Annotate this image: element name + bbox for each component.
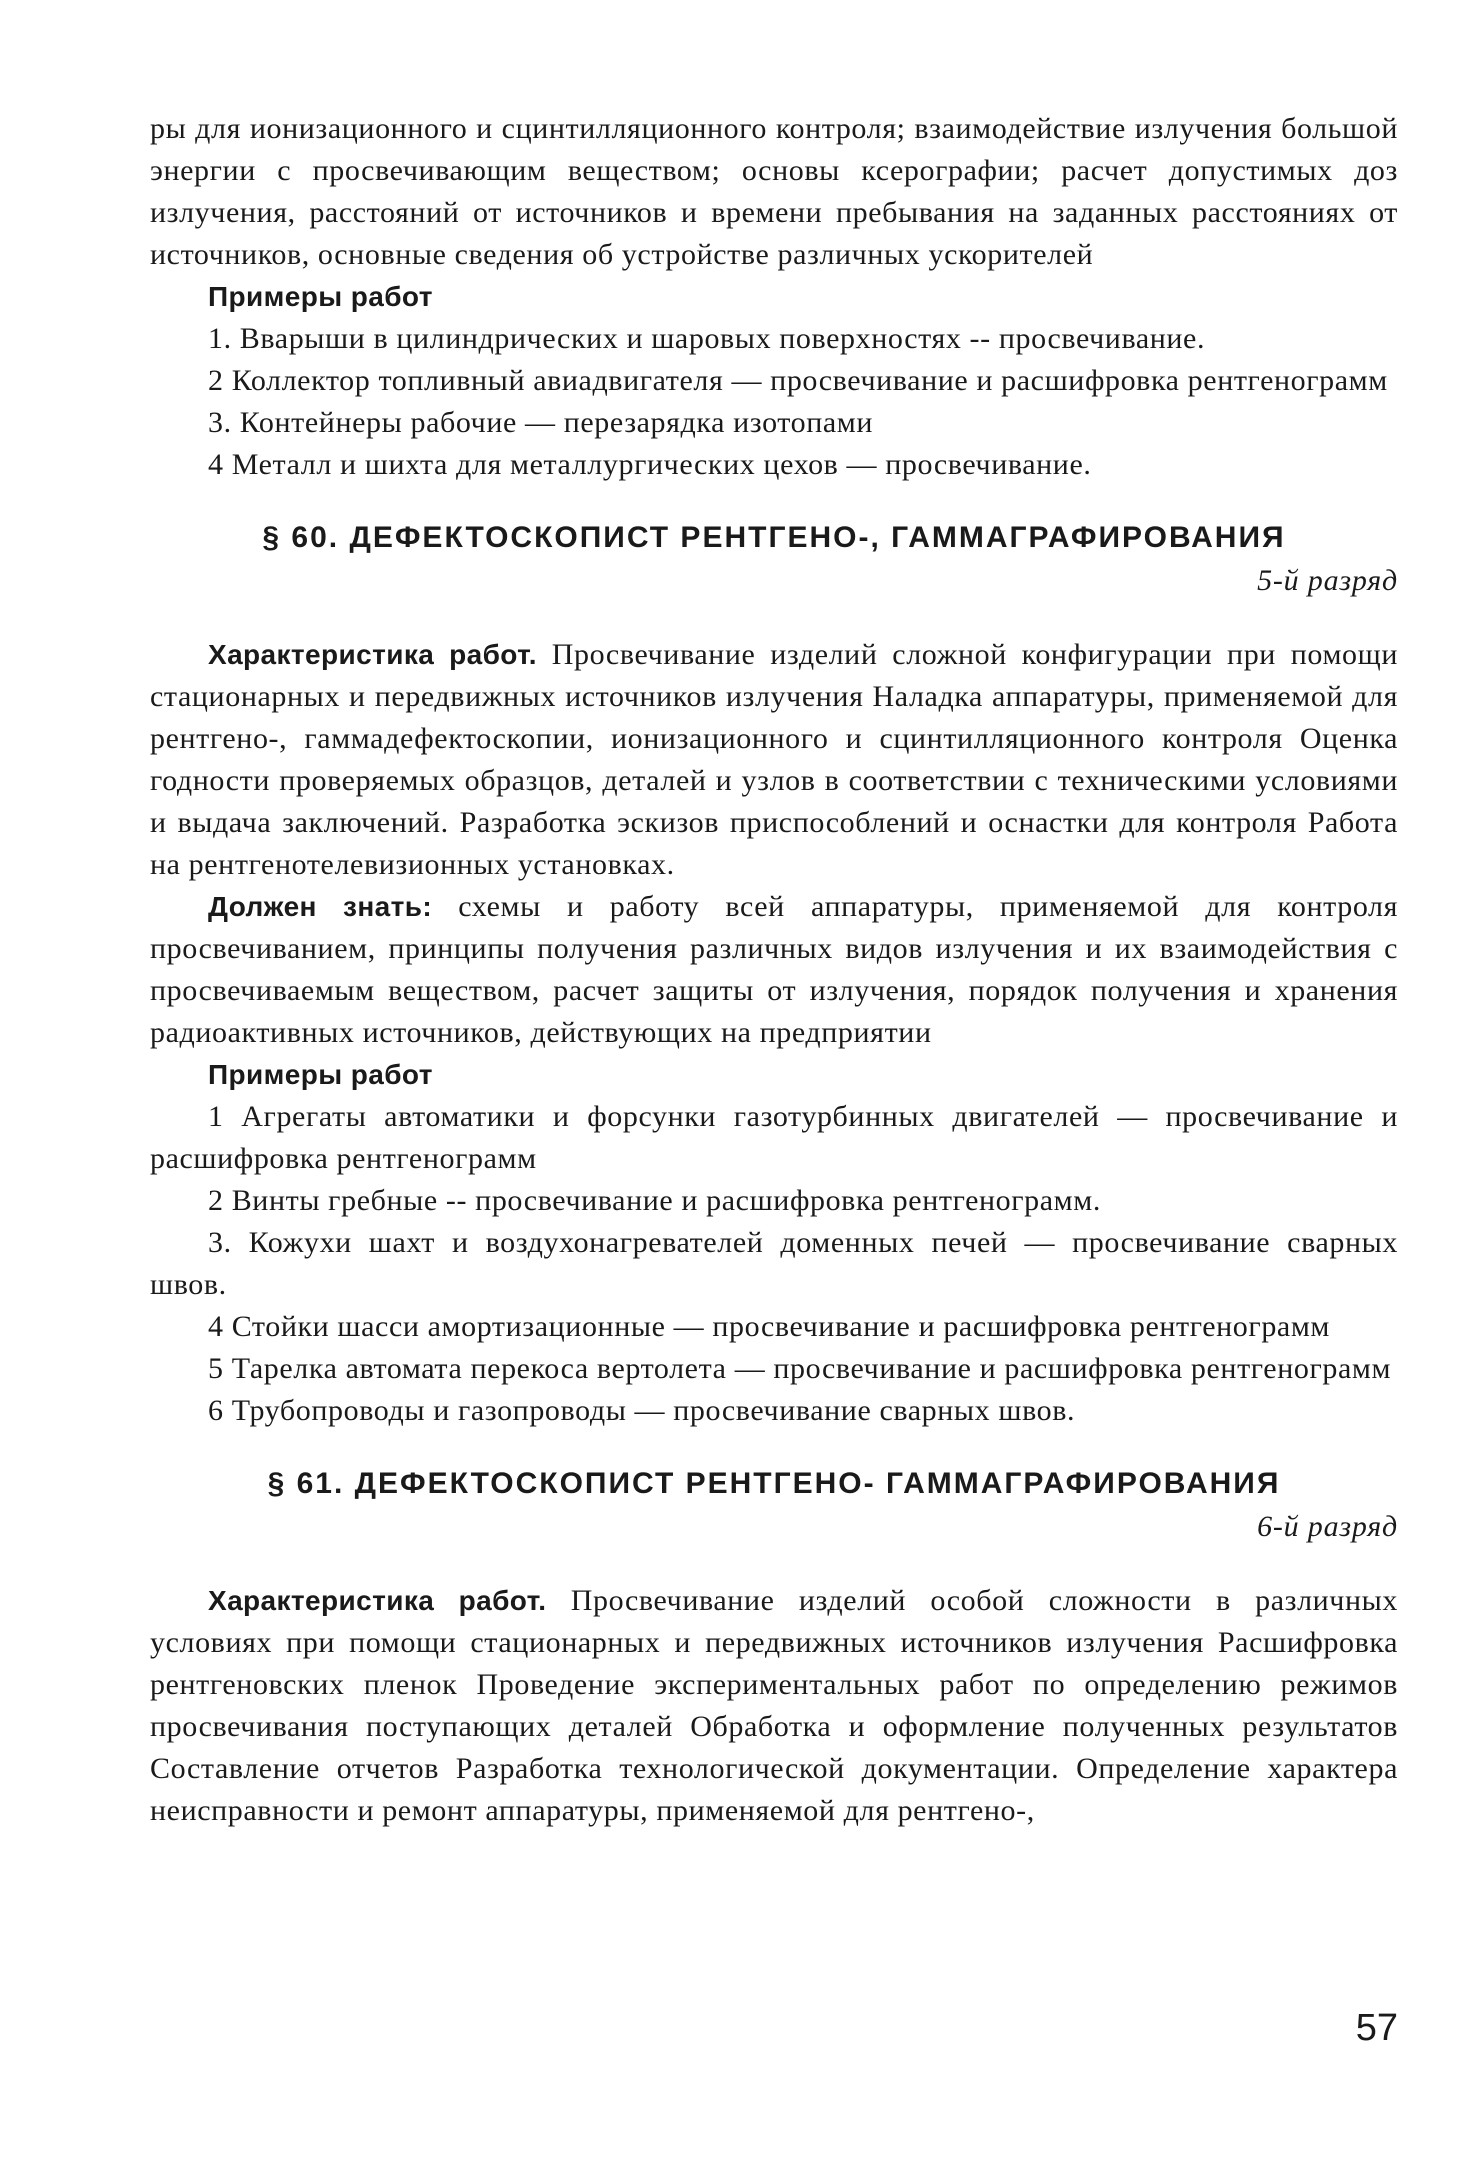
example-item: 3. Кожухи шахт и воздухонагревателей доменных печей — просвечивание сварных швов. (150, 1226, 1398, 1301)
example-item: 2 Винты гребные -- просвечивание и расшифровка рентгенограмм. (208, 1184, 1101, 1217)
characteristics-label: Характеристика работ. (208, 1585, 547, 1616)
example-item: 4 Металл и шихта для металлургических цехов — просвечивание. (208, 448, 1092, 481)
must-know-text: схемы и работу всей аппаратуры, применяемой для контроля просвечиванием, принципы получения различных видов излучения и их взаимодействия с просвечиваемым веществом, расчет защиты от излучения, порядок получения и хранения радиоактивных источников, действующих на предприятии (150, 890, 1398, 1049)
examples-heading: Примеры работ (208, 281, 433, 312)
example-item: 1 Агрегаты автоматики и форсунки газотурбинных двигателей — просвечивание и расшифровка рентгенограмм (150, 1100, 1398, 1175)
section-60 (150, 516, 1398, 1432)
section-61 (150, 1462, 1398, 1832)
section-title: § 61. ДЕФЕКТОСКОПИСТ РЕНТГЕНО- ГАММАГРАФИРОВАНИЯ (267, 1467, 1281, 1500)
example-item: 4 Стойки шасси амортизационные — просвечивание и расшифровка рентгенограмм (208, 1310, 1330, 1343)
must-know-label: Должен знать: (208, 891, 433, 922)
characteristics-text: Просвечивание изделий сложной конфигурации при помощи стационарных и передвижных источников излучения Наладка аппаратуры, применяемой для рентгено-, гаммадефектоскопии, ионизационного и сцинтилляционного контроля Оценка годности проверяемых образцов, деталей и узлов в соответствии с техническими условиями и выдача заключений. Разработка эскизов приспособлений и оснастки для контроля Работа на рентгенотелевизионных установках. (150, 638, 1398, 881)
page-body (150, 108, 1398, 1832)
characteristics-paragraph (150, 1580, 1398, 1832)
example-item: 2 Коллектор топливный авиадвигателя — просвечивание и расшифровка рентгенограмм (208, 364, 1388, 397)
section-title: § 60. ДЕФЕКТОСКОПИСТ РЕНТГЕНО-, ГАММАГРАФИРОВАНИЯ (262, 521, 1286, 554)
examples-block-1 (150, 276, 1398, 486)
example-item: 3. Контейнеры рабочие — перезарядка изотопами (208, 406, 874, 439)
page-number: 57 (1355, 2007, 1398, 2049)
grade-label: 6-й разряд (1257, 1510, 1398, 1543)
characteristics-label: Характеристика работ. (208, 639, 537, 670)
must-know-paragraph (150, 886, 1398, 1054)
characteristics-text: Просвечивание изделий особой сложности в различных условиях при помощи стационарных и передвижных источников излучения Расшифровка рентгеновских пленок Проведение экспериментальных работ по определению режимов просвечивания поступающих деталей Обработка и оформление полученных результатов Составление отчетов Разработка технологической документации. Определение характера неисправности и ремонт аппаратуры, применяемой для рентгено-, (150, 1584, 1398, 1827)
examples-heading: Примеры работ (208, 1059, 433, 1090)
characteristics-paragraph (150, 634, 1398, 886)
example-item: 1. Вварыши в цилиндрических и шаровых поверхностях -- просвечивание. (208, 322, 1206, 355)
intro-paragraph: ры для ионизационного и сцинтилляционного контроля; взаимодействие излучения большой энергии с просвечивающим веществом; основы ксерографии; расчет допустимых доз излучения, расстояний от источников и времени пребывания на заданных расстояниях от источников, основные сведения об устройстве различных ускорителей (150, 112, 1398, 271)
example-item: 6 Трубопроводы и газопроводы — просвечивание сварных швов. (208, 1394, 1076, 1427)
example-item: 5 Тарелка автомата перекоса вертолета — просвечивание и расшифровка рентгенограмм (208, 1352, 1392, 1385)
grade-label: 5-й разряд (1257, 564, 1398, 597)
